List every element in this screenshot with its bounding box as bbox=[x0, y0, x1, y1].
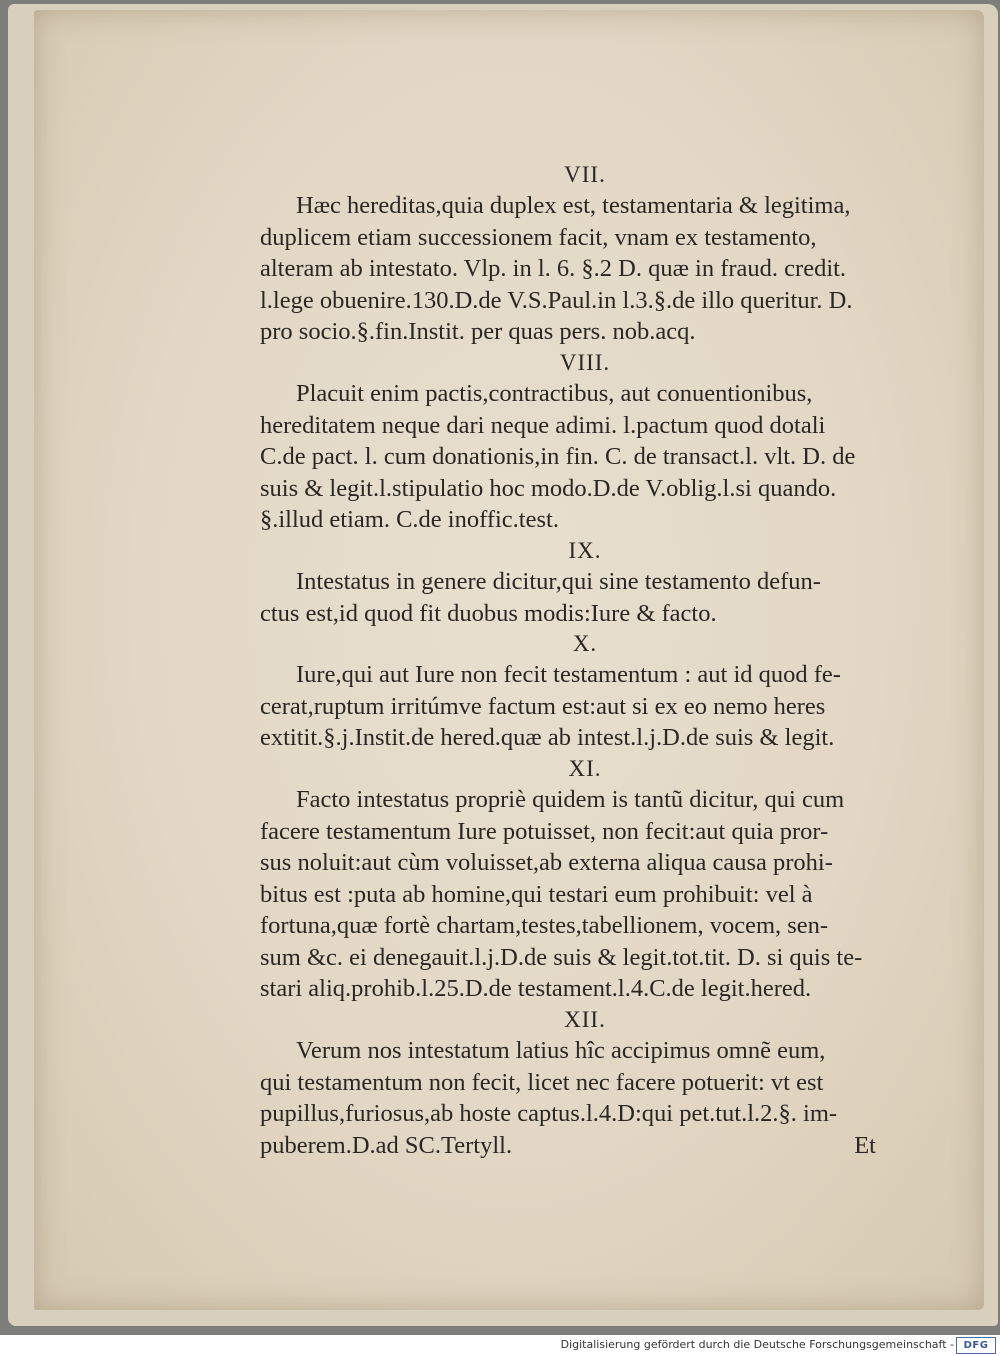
text-line: Facto intestatus propriè quidem is tantũ dicitur, qui cum bbox=[296, 785, 845, 813]
section-9 bbox=[260, 536, 890, 629]
text-line: qui testamentum non fecit, licet nec facere potuerit: vt est bbox=[260, 1068, 824, 1096]
text-line: bitus est :puta ab homine,qui testari eum prohibuit: vel à bbox=[260, 880, 813, 908]
page-text bbox=[260, 160, 890, 1161]
text-line: fortuna,quæ fortè chartam,testes,tabellionem, vocem, sen- bbox=[260, 912, 829, 940]
section-numeral: X. bbox=[572, 631, 598, 657]
text-line: Iure,qui aut Iure non fecit testamentum : aut id quod fe- bbox=[296, 661, 841, 689]
section-12 bbox=[260, 1005, 890, 1161]
text-line: Intestatus in genere dicitur,qui sine testamento defun- bbox=[296, 567, 821, 595]
section-8 bbox=[260, 348, 890, 536]
text-line: stari aliq.prohib.l.25.D.de testament.l.4.C.de legit.hered. bbox=[260, 975, 812, 1003]
text-line: pupillus,furiosus,ab hoste captus.l.4.D:qui pet.tut.l.2.§. im- bbox=[260, 1100, 838, 1128]
text-line: puberem.D.ad SC.Tertyll. bbox=[260, 1131, 513, 1159]
text-line: pro socio.§.fin.Instit. per quas pers. nob.acq. bbox=[260, 318, 696, 346]
section-numeral: XII. bbox=[564, 1007, 606, 1033]
text-line: cerat,ruptum irritúmve factum est:aut si ex eo nemo heres bbox=[260, 692, 826, 720]
text-line: C.de pact. l. cum donationis,in fin. C. de transact.l. vlt. D. de bbox=[260, 443, 856, 471]
section-10 bbox=[260, 629, 890, 754]
section-numeral: IX. bbox=[568, 537, 602, 563]
text-line: duplicem etiam successionem facit, vnam ex testamento, bbox=[260, 223, 817, 251]
text-line: Hæc hereditas,quia duplex est, testamentaria & legitima, bbox=[296, 192, 851, 219]
section-11 bbox=[260, 754, 890, 1005]
section-numeral: VII. bbox=[564, 162, 606, 187]
text-line: §.illud etiam. C.de inoffic.test. bbox=[260, 506, 559, 534]
section-7 bbox=[260, 160, 890, 348]
dfg-logo: DFG bbox=[956, 1337, 996, 1354]
text-line: hereditatem neque dari neque adimi. l.pactum quod dotali bbox=[260, 411, 826, 439]
text-line: facere testamentum Iure potuisset, non fecit:aut quia pror- bbox=[260, 817, 829, 845]
text-line: ctus est,id quod fit duobus modis:Iure & facto. bbox=[260, 599, 717, 627]
digitization-footer bbox=[0, 1335, 1000, 1355]
funding-credit: Digitalisierung gefördert durch die Deutsche Forschungsgemeinschaft - bbox=[560, 1338, 954, 1351]
text-line: suis & legit.l.stipulatio hoc modo.D.de V.oblig.l.si quando. bbox=[260, 474, 837, 502]
text-line: Verum nos intestatum latius hîc accipimus omnẽ eum, bbox=[296, 1037, 826, 1065]
text-line: Placuit enim pactis,contractibus, aut conuentionibus, bbox=[296, 379, 813, 407]
text-line: l.lege obuenire.130.D.de V.S.Paul.in l.3.§.de illo queritur. D. bbox=[260, 286, 853, 314]
text-line: sum &c. ei denegauit.l.j.D.de suis & legit.tot.tit. D. si quis te- bbox=[260, 943, 863, 971]
catchword: Et bbox=[854, 1131, 876, 1159]
text-line: sus noluit:aut cùm voluisset,ab externa aliqua causa prohi- bbox=[260, 849, 833, 877]
text-line: alteram ab intestato. Vlp. in l. 6. §.2 D. quæ in fraud. credit. bbox=[260, 255, 847, 283]
section-numeral: XI. bbox=[568, 755, 602, 781]
text-line: extitit.§.j.Instit.de hered.quæ ab intest.l.j.D.de suis & legit. bbox=[260, 724, 835, 752]
section-numeral: VIII. bbox=[559, 349, 611, 375]
